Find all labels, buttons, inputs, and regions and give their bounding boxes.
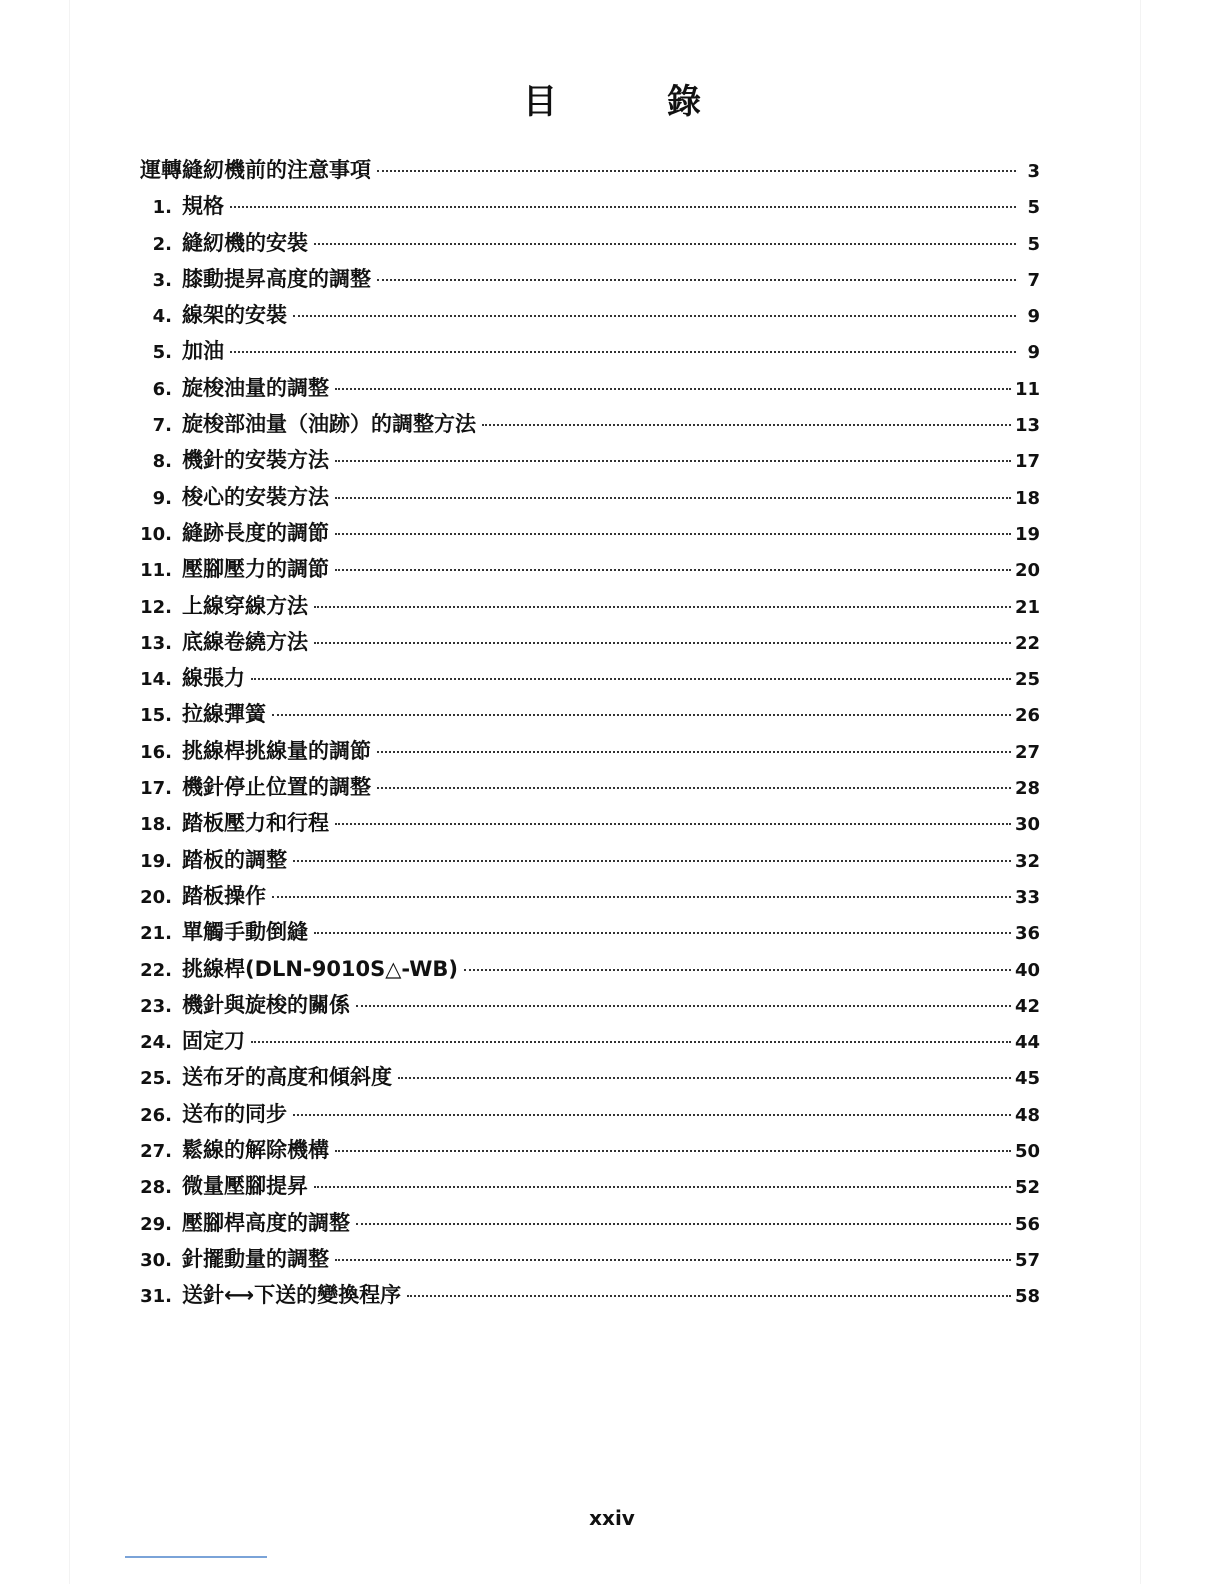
toc-entry-number: 16. xyxy=(140,741,172,763)
toc-entry-page: 32 xyxy=(1014,850,1040,872)
dot-leader xyxy=(377,170,1016,172)
toc-entry-page: 52 xyxy=(1014,1177,1040,1199)
toc-entry-label: 送布牙的高度和傾斜度 xyxy=(182,1065,392,1090)
dot-leader xyxy=(335,1150,1011,1152)
toc-entry-page: 25 xyxy=(1014,669,1040,691)
toc-entry-label: 單觸手動倒縫 xyxy=(182,920,308,945)
toc-entry[interactable] xyxy=(140,406,1040,442)
toc-entry-number: 13. xyxy=(140,632,172,654)
toc-entry[interactable] xyxy=(140,805,1040,841)
dot-leader xyxy=(251,678,1011,680)
dot-leader xyxy=(293,860,1011,862)
toc-entry-number: 24. xyxy=(140,1032,172,1054)
toc-entry-page: 44 xyxy=(1014,1032,1040,1054)
toc-entry-page: 26 xyxy=(1014,705,1040,727)
toc-entry-label: 踏板壓力和行程 xyxy=(182,811,329,836)
toc-entry-number: 20. xyxy=(140,886,172,908)
toc-entry[interactable] xyxy=(140,660,1040,696)
toc-entry[interactable] xyxy=(140,769,1040,805)
toc-entry[interactable] xyxy=(140,225,1040,261)
dot-leader xyxy=(398,1077,1011,1079)
toc-entry-label: 機針停止位置的調整 xyxy=(182,775,371,800)
dot-leader xyxy=(230,206,1016,208)
dot-leader xyxy=(314,606,1011,608)
toc-entry[interactable] xyxy=(140,733,1040,769)
toc-entry-page: 9 xyxy=(1027,306,1040,328)
toc-entry-intro[interactable] xyxy=(140,152,1040,188)
toc-entry-label: 壓腳桿高度的調整 xyxy=(182,1210,350,1235)
dot-leader xyxy=(356,1005,1011,1007)
page-title: 目 錄 xyxy=(523,82,739,122)
toc-entry-page: 48 xyxy=(1014,1104,1040,1126)
toc-entry-label: 加油 xyxy=(182,339,224,364)
toc-entry-page: 33 xyxy=(1014,886,1040,908)
toc-entry[interactable] xyxy=(140,297,1040,333)
dot-leader xyxy=(407,1295,1011,1297)
toc-entry[interactable] xyxy=(140,987,1040,1023)
toc-entry[interactable] xyxy=(140,442,1040,478)
toc-entry-page: 18 xyxy=(1014,487,1040,509)
toc-entry-number: 27. xyxy=(140,1141,172,1163)
toc-entry[interactable] xyxy=(140,479,1040,515)
toc-entry[interactable] xyxy=(140,878,1040,914)
toc-entry[interactable] xyxy=(140,188,1040,224)
toc-entry-number: 6. xyxy=(152,378,172,400)
toc-entry-label: 送布的同步 xyxy=(182,1101,287,1126)
dot-leader xyxy=(314,932,1011,934)
dot-leader xyxy=(272,896,1011,898)
toc-entry-number: 28. xyxy=(140,1177,172,1199)
toc-entry[interactable] xyxy=(140,1277,1040,1313)
toc-entry[interactable] xyxy=(140,333,1040,369)
dot-leader xyxy=(293,1114,1011,1116)
dot-leader xyxy=(314,243,1016,245)
toc-entry-label: 送針⟷下送的變換程序 xyxy=(182,1283,402,1308)
toc-entry-page: 7 xyxy=(1027,269,1040,291)
toc-entry[interactable] xyxy=(140,588,1040,624)
toc-entry-label: 鬆線的解除機構 xyxy=(182,1138,329,1163)
toc-entry-label: 梭心的安裝方法 xyxy=(182,484,329,509)
toc-entry-number: 14. xyxy=(140,669,172,691)
toc-entry-number: 7. xyxy=(152,415,172,437)
toc-entry-number: 30. xyxy=(140,1249,172,1271)
toc-entry-page: 3 xyxy=(1027,161,1040,182)
toc-entry-page: 9 xyxy=(1027,342,1040,364)
toc-entry-number: 19. xyxy=(140,850,172,872)
toc-entry-page: 17 xyxy=(1014,451,1040,473)
toc-entry[interactable] xyxy=(140,914,1040,950)
toc-entry-page: 22 xyxy=(1014,632,1040,654)
toc-entry-number: 15. xyxy=(140,705,172,727)
toc-entry-number: 10. xyxy=(140,523,172,545)
toc-entry[interactable] xyxy=(140,951,1040,987)
toc-entry-number: 4. xyxy=(152,306,172,328)
toc-entry-page: 56 xyxy=(1014,1213,1040,1235)
toc-entry[interactable] xyxy=(140,1096,1040,1132)
dot-leader xyxy=(464,969,1011,971)
dot-leader xyxy=(377,787,1011,789)
toc-entry-label: 機針的安裝方法 xyxy=(182,448,329,473)
toc-entry-label: 運轉縫紉機前的注意事項 xyxy=(140,158,371,182)
dot-leader xyxy=(335,460,1011,462)
toc-entry[interactable] xyxy=(140,1023,1040,1059)
toc-entry-page: 58 xyxy=(1014,1286,1040,1308)
toc-entry-page: 50 xyxy=(1014,1141,1040,1163)
toc-entry-label: 底線卷繞方法 xyxy=(182,629,308,654)
toc-entry-label: 膝動提昇高度的調整 xyxy=(182,266,371,291)
toc-entry-label: 微量壓腳提昇 xyxy=(182,1174,308,1199)
toc-entry[interactable] xyxy=(140,515,1040,551)
dot-leader xyxy=(482,424,1011,426)
toc-entry-page: 45 xyxy=(1014,1068,1040,1090)
toc-entry-number: 8. xyxy=(152,451,172,473)
toc-entry[interactable] xyxy=(140,1241,1040,1277)
toc-entry-page: 28 xyxy=(1014,778,1040,800)
toc-entry-label: 機針與旋梭的關係 xyxy=(182,992,350,1017)
toc-entry-page: 5 xyxy=(1027,233,1040,255)
toc-entry-number: 31. xyxy=(140,1286,172,1308)
toc-entry-page: 11 xyxy=(1014,378,1040,400)
toc-entry-page: 57 xyxy=(1014,1249,1040,1271)
toc-entry-number: 17. xyxy=(140,778,172,800)
toc-entry[interactable] xyxy=(140,696,1040,732)
toc-entry-label: 旋梭部油量（油跡）的調整方法 xyxy=(182,412,476,437)
dot-leader xyxy=(335,1259,1011,1261)
toc-entry-number: 9. xyxy=(152,487,172,509)
toc-entry-number: 25. xyxy=(140,1068,172,1090)
toc-entry-number: 18. xyxy=(140,814,172,836)
toc-entry-page: 13 xyxy=(1014,415,1040,437)
dot-leader xyxy=(272,714,1011,716)
toc-entry-number: 3. xyxy=(152,269,172,291)
toc-entry-number: 1. xyxy=(152,197,172,219)
toc-entry-label: 縫跡長度的調節 xyxy=(182,520,329,545)
dot-leader xyxy=(377,751,1011,753)
toc-entry-label: 固定刀 xyxy=(182,1029,245,1054)
page-number-footer: xxiv xyxy=(589,1506,635,1530)
toc-entry-page: 21 xyxy=(1014,596,1040,618)
toc-entry-label: 壓腳壓力的調節 xyxy=(182,557,329,582)
toc-entry-number: 23. xyxy=(140,995,172,1017)
toc-entry-label: 線架的安裝 xyxy=(182,303,287,328)
table-of-contents xyxy=(140,152,1040,1314)
toc-entry-page: 36 xyxy=(1014,923,1040,945)
toc-entry-page: 30 xyxy=(1014,814,1040,836)
toc-entry-label: 拉線彈簧 xyxy=(182,702,266,727)
toc-entry-label: 踏板的調整 xyxy=(182,847,287,872)
toc-entry[interactable] xyxy=(140,261,1040,297)
dot-leader xyxy=(335,823,1011,825)
toc-entry[interactable] xyxy=(140,370,1040,406)
toc-entry-number: 5. xyxy=(152,342,172,364)
toc-entry-label: 挑線桿(DLN-9010S△-WB) xyxy=(182,956,458,981)
dot-leader xyxy=(335,533,1011,535)
toc-entry-number: 2. xyxy=(152,233,172,255)
toc-entry-page: 27 xyxy=(1014,741,1040,763)
toc-entry-number: 22. xyxy=(140,959,172,981)
toc-entry-page: 40 xyxy=(1014,959,1040,981)
toc-entry[interactable] xyxy=(140,551,1040,587)
dot-leader xyxy=(230,351,1016,353)
toc-entry[interactable] xyxy=(140,1132,1040,1168)
toc-entry-number: 11. xyxy=(140,560,172,582)
toc-entry-label: 踏板操作 xyxy=(182,883,266,908)
toc-entry-label: 旋梭油量的調整 xyxy=(182,375,329,400)
dot-leader xyxy=(335,497,1011,499)
dot-leader xyxy=(356,1223,1011,1225)
toc-entry-label: 規格 xyxy=(182,194,224,219)
toc-entry-page: 5 xyxy=(1027,197,1040,219)
toc-entry-page: 20 xyxy=(1014,560,1040,582)
scan-artifact-line xyxy=(125,1556,267,1558)
dot-leader xyxy=(314,1186,1011,1188)
toc-entry-page: 42 xyxy=(1014,995,1040,1017)
dot-leader xyxy=(314,642,1011,644)
toc-entry-number: 21. xyxy=(140,923,172,945)
toc-entry-number: 12. xyxy=(140,596,172,618)
toc-entry-label: 縫紉機的安裝 xyxy=(182,230,308,255)
toc-entry-label: 挑線桿挑線量的調節 xyxy=(182,738,371,763)
dot-leader xyxy=(335,569,1011,571)
dot-leader xyxy=(377,279,1016,281)
toc-entry-label: 線張力 xyxy=(182,666,245,691)
toc-entry[interactable] xyxy=(140,1059,1040,1095)
toc-entry-label: 針擺動量的調整 xyxy=(182,1246,329,1271)
dot-leader xyxy=(293,315,1016,317)
dot-leader xyxy=(335,388,1011,390)
toc-entry[interactable] xyxy=(140,842,1040,878)
toc-entry[interactable] xyxy=(140,624,1040,660)
toc-entry[interactable] xyxy=(140,1168,1040,1204)
toc-entry-page: 19 xyxy=(1014,523,1040,545)
dot-leader xyxy=(251,1041,1011,1043)
toc-entry-number: 29. xyxy=(140,1213,172,1235)
toc-entry-number: 26. xyxy=(140,1104,172,1126)
toc-entry[interactable] xyxy=(140,1205,1040,1241)
toc-entry-label: 上線穿線方法 xyxy=(182,593,308,618)
